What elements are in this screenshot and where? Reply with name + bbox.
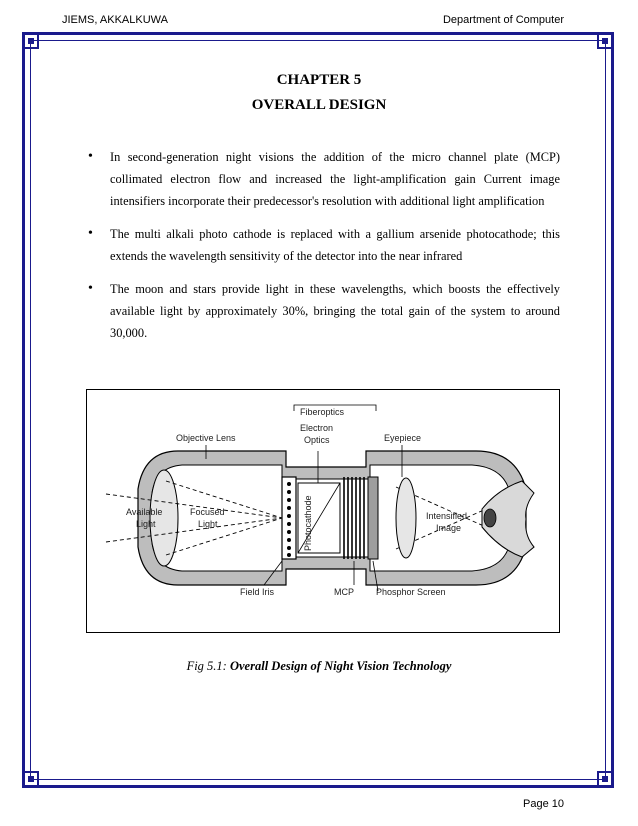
- label-focused-light: Light: [198, 519, 218, 529]
- header-department: Department of Computer: [442, 14, 564, 26]
- label-mcp: MCP: [334, 587, 354, 597]
- label-intensified-image: Intensified: [426, 511, 468, 521]
- figure-caption: [0, 659, 638, 674]
- corner-ornament-icon: [22, 770, 40, 788]
- label-intensified-image: Image: [436, 523, 462, 533]
- label-eyepiece: Eyepiece: [384, 433, 422, 443]
- label-electron-optics: Optics: [304, 435, 330, 445]
- bullet-item: • In second-generation night visions the addition of the micro channel plate (MCP) collimated electron flow and increased the light-amplification gain Current image intensifiers incorporate their predecessor's resolution with additional light amplification: [82, 146, 560, 212]
- label-phosphor-screen: Phosphor Screen: [376, 587, 446, 597]
- label-available-light: Available: [126, 507, 163, 517]
- bullet-list: [82, 146, 560, 355]
- header-institute: JIEMS, AKKALKUWA: [62, 14, 168, 26]
- label-focused-light: Focused: [190, 507, 225, 517]
- night-vision-diagram: [86, 389, 560, 633]
- corner-ornament-icon: [22, 32, 40, 50]
- label-fiberoptics: Fiberoptics: [300, 407, 345, 417]
- bullet-item: • The multi alkali photo cathode is replaced with a gallium arsenide photocathode; this extends the wavelength sensitivity of the detector into the near infrared: [82, 223, 560, 267]
- label-field-iris: Field Iris: [240, 587, 275, 597]
- label-objective-lens: Objective Lens: [176, 433, 236, 443]
- corner-ornament-icon: [596, 770, 614, 788]
- caption-prefix: Fig 5.1:: [186, 659, 230, 673]
- chapter-title: OVERALL DESIGN: [251, 97, 387, 113]
- page-number: Page 10: [523, 798, 564, 810]
- label-electron-optics: Electron: [300, 423, 334, 433]
- label-available-light: Light: [136, 519, 156, 529]
- corner-ornament-icon: [596, 32, 614, 50]
- chapter-number: CHAPTER 5: [276, 72, 362, 88]
- label-photocathode: Photocathode: [303, 495, 313, 551]
- bullet-item: • The moon and stars provide light in these wavelengths, which boosts the effectively available light by approximately 30%, bringing the total gain of the system to around 30,000.: [82, 278, 560, 344]
- caption-title: Overall Design of Night Vision Technology: [229, 659, 452, 673]
